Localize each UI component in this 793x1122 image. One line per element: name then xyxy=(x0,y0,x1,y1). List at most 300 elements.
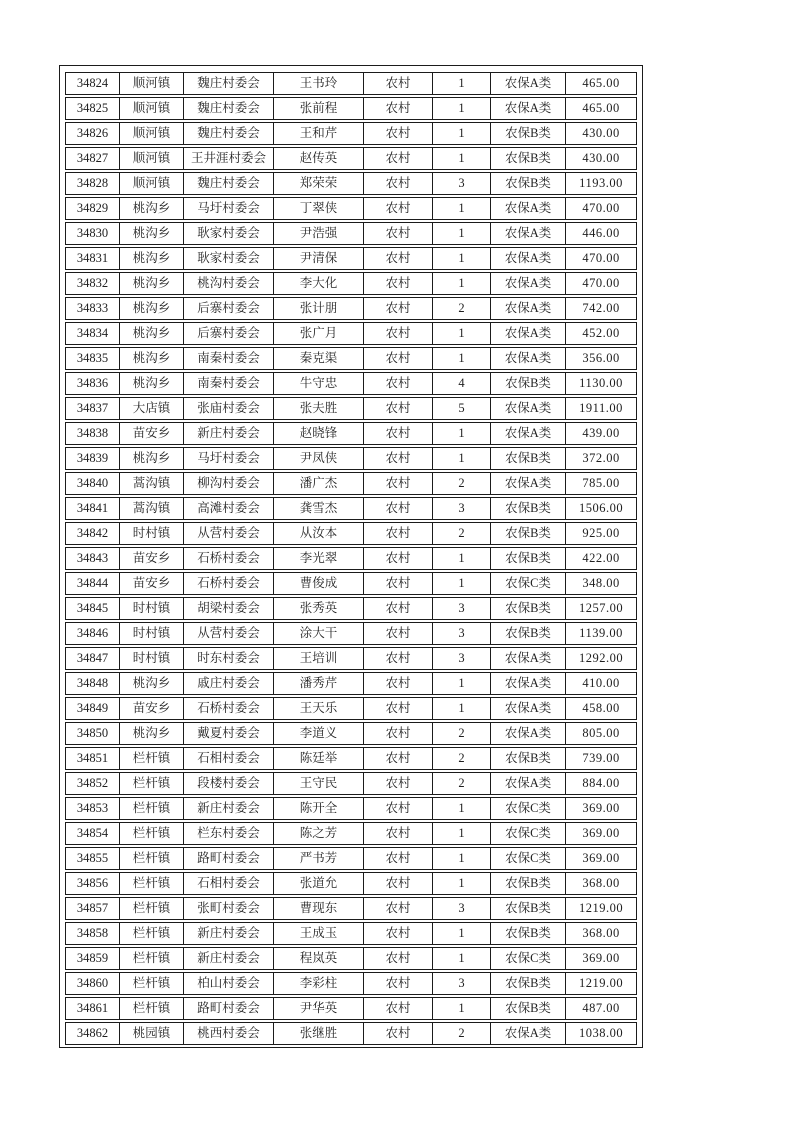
cell-village-committee: 魏庄村委会 xyxy=(184,73,274,94)
table-row xyxy=(65,772,637,795)
cell-row-id: 34852 xyxy=(66,773,120,794)
cell-person-count: 1 xyxy=(433,998,491,1019)
cell-person-name: 赵传英 xyxy=(274,148,364,169)
cell-village-committee: 后寨村委会 xyxy=(184,323,274,344)
cell-person-name: 尹华英 xyxy=(274,998,364,1019)
cell-person-count: 1 xyxy=(433,223,491,244)
cell-amount: 785.00 xyxy=(582,476,620,490)
cell-town: 栏杆镇 xyxy=(120,773,184,794)
cell-row-id: 34861 xyxy=(66,998,120,1019)
cell-residence-type: 农村 xyxy=(364,923,433,944)
table-row xyxy=(65,322,637,345)
cell-village-committee: 从营村委会 xyxy=(184,623,274,644)
cell-amount: 465.00 xyxy=(582,101,620,115)
cell-person-name: 张道允 xyxy=(274,873,364,894)
table-row xyxy=(65,597,637,620)
cell-village-committee: 戚庄村委会 xyxy=(184,673,274,694)
cell-residence-type: 农村 xyxy=(364,798,433,819)
cell-person-count: 3 xyxy=(433,173,491,194)
cell-amount: 465.00 xyxy=(582,76,620,90)
cell-person-name: 李彩柱 xyxy=(274,973,364,994)
cell-town: 栏杆镇 xyxy=(120,973,184,994)
cell-insurance-category: 农保B类 xyxy=(491,123,566,144)
cell-insurance-category: 农保B类 xyxy=(491,148,566,169)
cell-town: 时村镇 xyxy=(120,623,184,644)
table-row xyxy=(65,872,637,895)
cell-insurance-category: 农保C类 xyxy=(491,573,566,594)
cell-person-count: 1 xyxy=(433,573,491,594)
cell-amount: 1193.00 xyxy=(579,176,623,190)
cell-village-committee: 时东村委会 xyxy=(184,648,274,669)
cell-row-id: 34833 xyxy=(66,298,120,319)
table-row xyxy=(65,572,637,595)
cell-person-name: 张夫胜 xyxy=(274,398,364,419)
cell-town: 栏杆镇 xyxy=(120,948,184,969)
cell-amount: 805.00 xyxy=(582,726,620,740)
records-table xyxy=(59,65,643,1048)
cell-insurance-category: 农保A类 xyxy=(491,73,566,94)
cell-insurance-category: 农保C类 xyxy=(491,948,566,969)
cell-amount: 368.00 xyxy=(582,876,620,890)
cell-residence-type: 农村 xyxy=(364,523,433,544)
cell-residence-type: 农村 xyxy=(364,873,433,894)
cell-person-count: 3 xyxy=(433,623,491,644)
cell-town: 栏杆镇 xyxy=(120,823,184,844)
cell-residence-type: 农村 xyxy=(364,423,433,444)
cell-person-name: 张秀英 xyxy=(274,598,364,619)
cell-town: 顺河镇 xyxy=(120,98,184,119)
cell-residence-type: 农村 xyxy=(364,898,433,919)
cell-person-name: 潘广杰 xyxy=(274,473,364,494)
cell-village-committee: 石相村委会 xyxy=(184,873,274,894)
cell-person-count: 1 xyxy=(433,448,491,469)
cell-residence-type: 农村 xyxy=(364,323,433,344)
cell-person-count: 1 xyxy=(433,698,491,719)
cell-person-count: 3 xyxy=(433,598,491,619)
cell-insurance-category: 农保A类 xyxy=(491,398,566,419)
cell-village-committee: 柳沟村委会 xyxy=(184,473,274,494)
cell-residence-type: 农村 xyxy=(364,98,433,119)
table-row xyxy=(65,547,637,570)
cell-insurance-category: 农保A类 xyxy=(491,198,566,219)
cell-person-name: 李道义 xyxy=(274,723,364,744)
cell-insurance-category: 农保B类 xyxy=(491,998,566,1019)
cell-person-name: 郑荣荣 xyxy=(274,173,364,194)
table-row xyxy=(65,347,637,370)
cell-person-count: 3 xyxy=(433,898,491,919)
cell-village-committee: 石相村委会 xyxy=(184,748,274,769)
cell-insurance-category: 农保A类 xyxy=(491,223,566,244)
cell-row-id: 34851 xyxy=(66,748,120,769)
cell-insurance-category: 农保A类 xyxy=(491,1023,566,1044)
cell-person-name: 王和芹 xyxy=(274,123,364,144)
table-row xyxy=(65,797,637,820)
cell-person-count: 1 xyxy=(433,823,491,844)
cell-town: 大店镇 xyxy=(120,398,184,419)
cell-amount: 356.00 xyxy=(582,351,620,365)
table-row xyxy=(65,922,637,945)
cell-town: 桃沟乡 xyxy=(120,248,184,269)
cell-row-id: 34825 xyxy=(66,98,120,119)
table-body xyxy=(65,72,642,1045)
table-row xyxy=(65,397,637,420)
cell-row-id: 34840 xyxy=(66,473,120,494)
cell-village-committee: 段楼村委会 xyxy=(184,773,274,794)
cell-person-count: 2 xyxy=(433,1023,491,1044)
cell-insurance-category: 农保B类 xyxy=(491,623,566,644)
table-row xyxy=(65,497,637,520)
cell-person-count: 1 xyxy=(433,323,491,344)
cell-insurance-category: 农保A类 xyxy=(491,323,566,344)
cell-row-id: 34826 xyxy=(66,123,120,144)
table-row xyxy=(65,847,637,870)
cell-row-id: 34841 xyxy=(66,498,120,519)
cell-amount: 884.00 xyxy=(582,776,620,790)
cell-insurance-category: 农保B类 xyxy=(491,598,566,619)
cell-village-committee: 新庄村委会 xyxy=(184,798,274,819)
cell-person-count: 4 xyxy=(433,373,491,394)
cell-town: 桃沟乡 xyxy=(120,198,184,219)
cell-person-count: 1 xyxy=(433,873,491,894)
cell-amount: 1130.00 xyxy=(579,376,623,390)
cell-amount: 1139.00 xyxy=(579,626,623,640)
cell-residence-type: 农村 xyxy=(364,1023,433,1044)
cell-person-count: 3 xyxy=(433,648,491,669)
cell-residence-type: 农村 xyxy=(364,348,433,369)
cell-village-committee: 张町村委会 xyxy=(184,898,274,919)
cell-insurance-category: 农保C类 xyxy=(491,848,566,869)
cell-town: 栏杆镇 xyxy=(120,748,184,769)
cell-residence-type: 农村 xyxy=(364,273,433,294)
cell-person-count: 1 xyxy=(433,848,491,869)
cell-village-committee: 从营村委会 xyxy=(184,523,274,544)
cell-village-committee: 南秦村委会 xyxy=(184,348,274,369)
cell-residence-type: 农村 xyxy=(364,648,433,669)
cell-village-committee: 高滩村委会 xyxy=(184,498,274,519)
cell-residence-type: 农村 xyxy=(364,773,433,794)
cell-row-id: 34847 xyxy=(66,648,120,669)
cell-residence-type: 农村 xyxy=(364,198,433,219)
cell-person-name: 陈廷举 xyxy=(274,748,364,769)
cell-person-name: 丁翠侠 xyxy=(274,198,364,219)
cell-person-name: 王成玉 xyxy=(274,923,364,944)
cell-person-count: 2 xyxy=(433,748,491,769)
cell-town: 桃沟乡 xyxy=(120,348,184,369)
table-row xyxy=(65,372,637,395)
table-row xyxy=(65,522,637,545)
cell-row-id: 34831 xyxy=(66,248,120,269)
cell-person-name: 龚雪杰 xyxy=(274,498,364,519)
cell-row-id: 34858 xyxy=(66,923,120,944)
cell-row-id: 34855 xyxy=(66,848,120,869)
table-row xyxy=(65,747,637,770)
cell-row-id: 34862 xyxy=(66,1023,120,1044)
cell-person-name: 尹凤侠 xyxy=(274,448,364,469)
cell-person-name: 从汝本 xyxy=(274,523,364,544)
cell-amount: 1506.00 xyxy=(578,501,624,515)
cell-amount: 470.00 xyxy=(582,251,620,265)
cell-insurance-category: 农保B类 xyxy=(491,923,566,944)
cell-residence-type: 农村 xyxy=(364,848,433,869)
cell-person-count: 2 xyxy=(433,773,491,794)
cell-person-count: 5 xyxy=(433,398,491,419)
table-row xyxy=(65,272,637,295)
cell-town: 时村镇 xyxy=(120,598,184,619)
cell-village-committee: 路町村委会 xyxy=(184,998,274,1019)
table-row xyxy=(65,297,637,320)
cell-amount: 369.00 xyxy=(582,801,620,815)
cell-person-name: 张广月 xyxy=(274,323,364,344)
cell-person-name: 陈开全 xyxy=(274,798,364,819)
cell-insurance-category: 农保A类 xyxy=(491,248,566,269)
cell-residence-type: 农村 xyxy=(364,723,433,744)
cell-village-committee: 桃沟村委会 xyxy=(184,273,274,294)
table-row xyxy=(65,422,637,445)
cell-row-id: 34829 xyxy=(66,198,120,219)
cell-person-name: 尹清保 xyxy=(274,248,364,269)
cell-person-name: 王天乐 xyxy=(274,698,364,719)
cell-residence-type: 农村 xyxy=(364,373,433,394)
cell-insurance-category: 农保B类 xyxy=(491,448,566,469)
table-row xyxy=(65,997,637,1020)
table-row xyxy=(65,147,637,170)
cell-person-name: 潘秀芹 xyxy=(274,673,364,694)
cell-row-id: 34830 xyxy=(66,223,120,244)
cell-town: 顺河镇 xyxy=(120,173,184,194)
cell-row-id: 34834 xyxy=(66,323,120,344)
cell-row-id: 34839 xyxy=(66,448,120,469)
cell-town: 桃沟乡 xyxy=(120,673,184,694)
cell-person-count: 1 xyxy=(433,123,491,144)
cell-amount: 369.00 xyxy=(582,826,620,840)
cell-person-name: 张前程 xyxy=(274,98,364,119)
cell-row-id: 34854 xyxy=(66,823,120,844)
cell-person-count: 2 xyxy=(433,523,491,544)
cell-person-name: 程岚英 xyxy=(274,948,364,969)
table-row xyxy=(65,97,637,120)
cell-row-id: 34836 xyxy=(66,373,120,394)
cell-residence-type: 农村 xyxy=(364,473,433,494)
cell-residence-type: 农村 xyxy=(364,573,433,594)
cell-row-id: 34843 xyxy=(66,548,120,569)
cell-town: 苗安乡 xyxy=(120,573,184,594)
cell-amount: 1257.00 xyxy=(578,601,624,615)
cell-town: 桃沟乡 xyxy=(120,723,184,744)
cell-amount: 739.00 xyxy=(582,751,620,765)
cell-person-count: 2 xyxy=(433,723,491,744)
cell-person-name: 秦克渠 xyxy=(274,348,364,369)
cell-town: 顺河镇 xyxy=(120,123,184,144)
cell-row-id: 34853 xyxy=(66,798,120,819)
cell-town: 顺河镇 xyxy=(120,73,184,94)
cell-village-committee: 新庄村委会 xyxy=(184,923,274,944)
cell-person-count: 1 xyxy=(433,948,491,969)
cell-amount: 470.00 xyxy=(582,276,620,290)
cell-person-count: 1 xyxy=(433,73,491,94)
cell-residence-type: 农村 xyxy=(364,223,433,244)
cell-amount: 369.00 xyxy=(582,851,620,865)
cell-person-count: 2 xyxy=(433,298,491,319)
cell-row-id: 34860 xyxy=(66,973,120,994)
cell-residence-type: 农村 xyxy=(364,498,433,519)
cell-residence-type: 农村 xyxy=(364,148,433,169)
cell-person-name: 赵晓锋 xyxy=(274,423,364,444)
cell-town: 栏杆镇 xyxy=(120,873,184,894)
cell-town: 栏杆镇 xyxy=(120,923,184,944)
cell-village-committee: 后寨村委会 xyxy=(184,298,274,319)
cell-residence-type: 农村 xyxy=(364,448,433,469)
table-row xyxy=(65,622,637,645)
cell-residence-type: 农村 xyxy=(364,298,433,319)
cell-person-name: 尹浩强 xyxy=(274,223,364,244)
cell-town: 桃沟乡 xyxy=(120,323,184,344)
cell-amount: 452.00 xyxy=(582,326,620,340)
cell-insurance-category: 农保A类 xyxy=(491,473,566,494)
cell-person-name: 陈之芳 xyxy=(274,823,364,844)
cell-insurance-category: 农保A类 xyxy=(491,648,566,669)
cell-town: 顺河镇 xyxy=(120,148,184,169)
cell-town: 桃沟乡 xyxy=(120,298,184,319)
cell-person-count: 1 xyxy=(433,673,491,694)
cell-town: 蒿沟镇 xyxy=(120,498,184,519)
cell-town: 桃沟乡 xyxy=(120,448,184,469)
cell-row-id: 34850 xyxy=(66,723,120,744)
cell-insurance-category: 农保A类 xyxy=(491,423,566,444)
cell-person-count: 3 xyxy=(433,498,491,519)
cell-insurance-category: 农保C类 xyxy=(491,798,566,819)
cell-village-committee: 魏庄村委会 xyxy=(184,98,274,119)
cell-insurance-category: 农保A类 xyxy=(491,723,566,744)
cell-row-id: 34827 xyxy=(66,148,120,169)
table-row xyxy=(65,972,637,995)
cell-person-name: 涂大干 xyxy=(274,623,364,644)
cell-person-count: 1 xyxy=(433,148,491,169)
cell-row-id: 34835 xyxy=(66,348,120,369)
cell-amount: 430.00 xyxy=(582,151,620,165)
cell-residence-type: 农村 xyxy=(364,623,433,644)
cell-row-id: 34838 xyxy=(66,423,120,444)
cell-row-id: 34848 xyxy=(66,673,120,694)
table-row xyxy=(65,822,637,845)
cell-person-name: 严书芳 xyxy=(274,848,364,869)
cell-amount: 410.00 xyxy=(582,676,620,690)
cell-person-name: 曹现东 xyxy=(274,898,364,919)
cell-person-count: 1 xyxy=(433,98,491,119)
cell-village-committee: 魏庄村委会 xyxy=(184,123,274,144)
table-row xyxy=(65,1022,637,1045)
cell-village-committee: 新庄村委会 xyxy=(184,948,274,969)
cell-village-committee: 路町村委会 xyxy=(184,848,274,869)
cell-residence-type: 农村 xyxy=(364,973,433,994)
table-row xyxy=(65,72,637,95)
cell-village-committee: 张庙村委会 xyxy=(184,398,274,419)
cell-amount: 446.00 xyxy=(582,226,620,240)
cell-person-name: 张计朋 xyxy=(274,298,364,319)
cell-person-count: 1 xyxy=(433,248,491,269)
cell-residence-type: 农村 xyxy=(364,748,433,769)
cell-town: 桃沟乡 xyxy=(120,373,184,394)
table-row xyxy=(65,947,637,970)
cell-town: 桃园镇 xyxy=(120,1023,184,1044)
cell-amount: 1219.00 xyxy=(578,901,624,915)
cell-row-id: 34842 xyxy=(66,523,120,544)
cell-amount: 458.00 xyxy=(582,701,620,715)
cell-row-id: 34837 xyxy=(66,398,120,419)
table-row xyxy=(65,447,637,470)
cell-town: 时村镇 xyxy=(120,648,184,669)
cell-village-committee: 马圩村委会 xyxy=(184,198,274,219)
cell-amount: 422.00 xyxy=(582,551,620,565)
cell-town: 苗安乡 xyxy=(120,548,184,569)
cell-insurance-category: 农保A类 xyxy=(491,348,566,369)
cell-row-id: 34849 xyxy=(66,698,120,719)
cell-amount: 1038.00 xyxy=(578,1026,624,1040)
cell-amount: 368.00 xyxy=(582,926,620,940)
cell-row-id: 34828 xyxy=(66,173,120,194)
cell-town: 时村镇 xyxy=(120,523,184,544)
cell-insurance-category: 农保A类 xyxy=(491,273,566,294)
cell-amount: 742.00 xyxy=(582,301,620,315)
cell-row-id: 34856 xyxy=(66,873,120,894)
cell-amount: 1219.00 xyxy=(578,976,624,990)
cell-insurance-category: 农保B类 xyxy=(491,498,566,519)
cell-insurance-category: 农保A类 xyxy=(491,773,566,794)
cell-amount: 1292.00 xyxy=(578,651,624,665)
table-row xyxy=(65,222,637,245)
cell-person-name: 牛守忠 xyxy=(274,373,364,394)
cell-town: 栏杆镇 xyxy=(120,898,184,919)
cell-row-id: 34857 xyxy=(66,898,120,919)
cell-person-count: 1 xyxy=(433,273,491,294)
table-row xyxy=(65,472,637,495)
cell-person-name: 王培训 xyxy=(274,648,364,669)
cell-residence-type: 农村 xyxy=(364,123,433,144)
cell-village-committee: 马圩村委会 xyxy=(184,448,274,469)
cell-person-count: 1 xyxy=(433,548,491,569)
cell-insurance-category: 农保C类 xyxy=(491,823,566,844)
table-row xyxy=(65,197,637,220)
table-row xyxy=(65,647,637,670)
cell-insurance-category: 农保A类 xyxy=(491,698,566,719)
cell-amount: 470.00 xyxy=(582,201,620,215)
cell-person-count: 3 xyxy=(433,973,491,994)
cell-amount: 487.00 xyxy=(582,1001,620,1015)
cell-village-committee: 戴夏村委会 xyxy=(184,723,274,744)
cell-row-id: 34844 xyxy=(66,573,120,594)
cell-insurance-category: 农保B类 xyxy=(491,548,566,569)
cell-village-committee: 南秦村委会 xyxy=(184,373,274,394)
cell-residence-type: 农村 xyxy=(364,73,433,94)
cell-person-name: 王守民 xyxy=(274,773,364,794)
table-row xyxy=(65,897,637,920)
cell-town: 桃沟乡 xyxy=(120,223,184,244)
table-row xyxy=(65,697,637,720)
cell-village-committee: 魏庄村委会 xyxy=(184,173,274,194)
cell-village-committee: 王井涯村委会 xyxy=(184,148,274,169)
cell-village-committee: 石桥村委会 xyxy=(184,548,274,569)
cell-amount: 925.00 xyxy=(582,526,620,540)
cell-insurance-category: 农保B类 xyxy=(491,373,566,394)
cell-person-count: 1 xyxy=(433,348,491,369)
table-row xyxy=(65,722,637,745)
cell-person-name: 王书玲 xyxy=(274,73,364,94)
cell-person-count: 2 xyxy=(433,473,491,494)
cell-row-id: 34832 xyxy=(66,273,120,294)
cell-town: 栏杆镇 xyxy=(120,848,184,869)
cell-village-committee: 耿家村委会 xyxy=(184,223,274,244)
cell-amount: 372.00 xyxy=(582,451,620,465)
cell-amount: 348.00 xyxy=(582,576,620,590)
